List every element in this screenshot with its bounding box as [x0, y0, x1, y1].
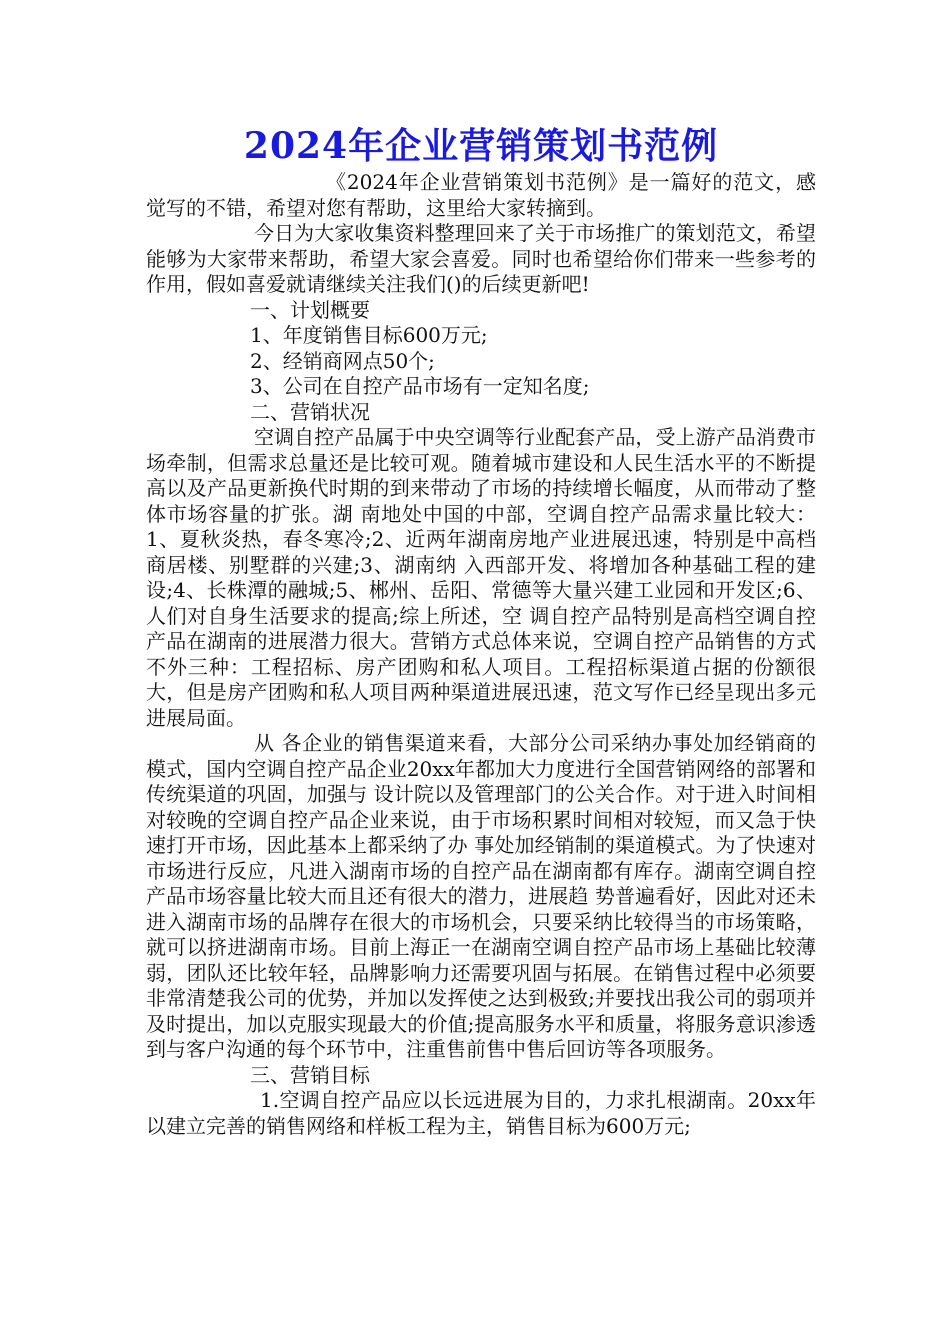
paragraph-1: 今日为大家收集资料整理回来了关于市场推广的策划范文，希望能够为大家带来帮助，希望大家会喜爱。同时也希望给你们带来一些参考的作用，假如喜爱就请继续关注我们()的后续更新吧! [146, 221, 816, 296]
section-1-item-2: 2、经销商网点50个; [250, 348, 435, 373]
section-2-heading: 二、营销状况 [250, 399, 370, 424]
section-1-item-3: 3、公司在自控产品市场有一定知名度; [250, 374, 590, 398]
section-2-paragraph-2: 从 各企业的销售渠道来看，大部分公司采纳办事处加经销商的模式，国内空调自控产品企业20xx年都加大力度进行全国营销网络的部署和传统渠道的巩固，加强与 设计院以及管理部门的公关合作。对于进入时间相对较晚的空调自控产品企业来说，由于市场积累时间相对较短，而又急于快速打开市场，因此基本上都采纳了办 事处加经销制的渠道模式。为了快速对市场进行反应，凡进入湖南市场的自控产品在湖南都有库存。湖南空调自控产品市场容量比较大而且还有很大的潜力，进展趋 势普遍看好，因此对还未进入湖南市场的品牌存在很大的市场机会，只要采纳比较得当的市场策略，就可以挤进湖南市场。目前上海正一在湖南空调自控产品市场上基础比较薄弱，团队还比较年轻，品牌影响力还需要巩固与拓展。在销售过程中必须要非常清楚我公司的优势，并加以发挥使之达到极致;并要找出我公司的弱项并及时提出，加以克服实现最大的价值;提高服务水平和质量，将服务意识渗透到与客户沟通的每个环节中，注重售前售中售后回访等各项服务。 [146, 731, 816, 1061]
document-body [146, 122, 816, 1139]
section-3-heading: 三、营销目标 [250, 1062, 370, 1087]
section-1-heading: 一、计划概要 [250, 297, 370, 322]
section-3-paragraph-1: 1.空调自控产品应以长远进展为目的，力求扎根湖南。20xx年以建立完善的销售网络和样板工程为主，销售目标为600万元; [146, 1088, 816, 1138]
intro-paragraph: 《2024年企业营销策划书范例》是一篇好的范文，感觉写的不错，希望对您有帮助，这里给大家转摘到。 [146, 170, 816, 220]
document-title: 2024年企业营销策划书范例 [243, 125, 719, 167]
section-1-item-1: 1、年度销售目标600万元; [250, 323, 488, 347]
section-2-paragraph-1: 空调自控产品属于中央空调等行业配套产品，受上游产品消费市场牵制，但需求总量还是比较可观。随着城市建设和人民生活水平的不断提高以及产品更新换代时期的到来带动了市场的持续增长幅度，从而带动了整体市场容量的扩张。湖 南地处中国的中部，空调自控产品需求量比较大：1、夏秋炎热，春冬寒冷;2、近两年湖南房地产业进展迅速，特别是中高档商居楼、别墅群的兴建;3、湖南纳 入西部开发、将增加各种基础工程的建设;4、长株潭的融城;5、郴州、岳阳、常德等大量兴建工业园和开发区;6、人们对自身生活要求的提高;综上所述，空 调自控产品特别是高档空调自控产品在湖南的进展潜力很大。营销方式总体来说，空调自控产品销售的方式不外三种：工程招标、房产团购和私人项目。工程招标渠道占据的份额很大，但是房产团购和私人项目两种渠道进展迅速，范文写作已经呈现出多元进展局面。 [146, 425, 816, 730]
